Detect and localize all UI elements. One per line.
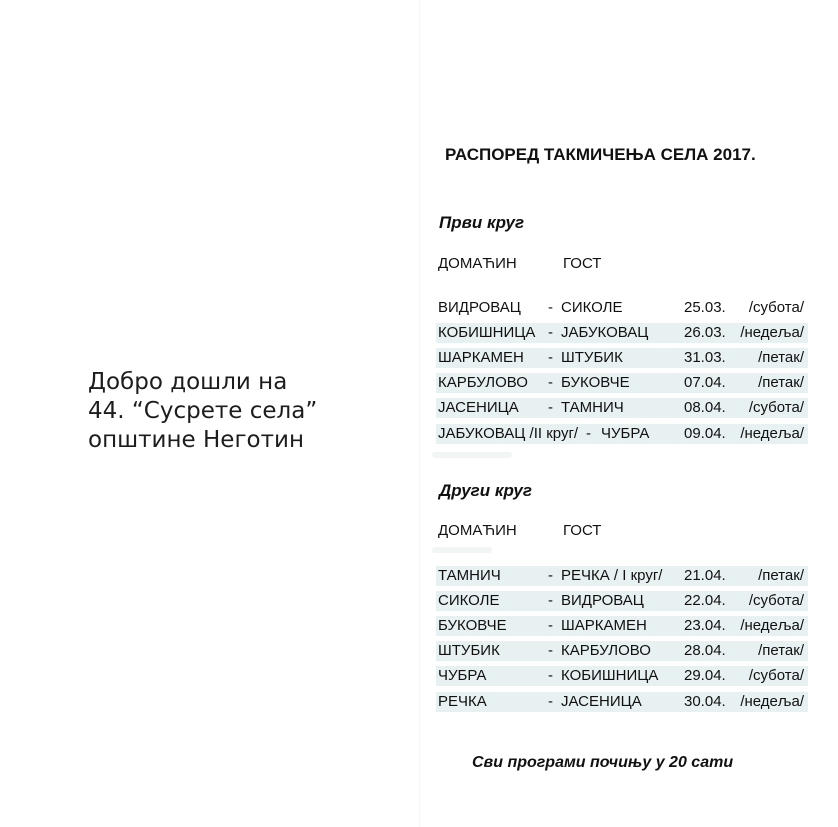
header-home: ДОМАЋИН: [438, 255, 517, 272]
away-team: БУКОВЧЕ: [561, 374, 630, 391]
match-date: 31.03.: [684, 349, 726, 366]
match-date: 21.04.: [684, 567, 726, 584]
match-day: /недеља/: [740, 324, 804, 341]
home-team: ТАМНИЧ: [438, 567, 501, 584]
match-day: /субота/: [748, 592, 804, 609]
match-date: 09.04.: [684, 425, 726, 442]
away-team: ТАМНИЧ: [561, 399, 624, 416]
table-row: [436, 424, 808, 444]
match-day: /недеља/: [740, 693, 804, 710]
dash: -: [548, 399, 553, 416]
dash: -: [548, 299, 553, 316]
home-team: ЈАСЕНИЦА: [438, 399, 519, 416]
header-away: ГОСТ: [563, 255, 602, 272]
welcome-line-3: општине Неготин: [88, 427, 304, 453]
home-team: ЈАБУКОВАЦ /II круг/: [438, 425, 579, 442]
dash: -: [548, 642, 553, 659]
page-fold: [419, 0, 421, 827]
away-team: КАРБУЛОВО: [561, 642, 651, 659]
table-row: [436, 373, 808, 393]
dash: -: [548, 567, 553, 584]
away-team: ШАРКАМЕН: [561, 617, 647, 634]
dash: -: [548, 592, 553, 609]
table-row: [436, 666, 808, 686]
welcome-line-2: 44. “Сусрете села”: [88, 398, 318, 424]
header-away: ГОСТ: [563, 522, 602, 539]
print-smudge: [432, 452, 512, 458]
schedule-title: РАСПОРЕД ТАКМИЧЕЊА СЕЛА 2017.: [445, 145, 756, 164]
dash: -: [548, 667, 553, 684]
away-team: РЕЧКА / I круг/: [561, 567, 663, 584]
match-date: 30.04.: [684, 693, 726, 710]
match-day: /петак/: [758, 374, 804, 391]
table-row: [436, 398, 808, 418]
header-home: ДОМАЋИН: [438, 522, 517, 539]
home-team: КОБИШНИЦА: [438, 324, 536, 341]
home-team: ВИДРОВАЦ: [438, 299, 521, 316]
match-day: /петак/: [758, 349, 804, 366]
match-date: 25.03.: [684, 299, 726, 316]
match-day: /недеља/: [740, 425, 804, 442]
away-team: ВИДРОВАЦ: [561, 592, 644, 609]
match-date: 22.04.: [684, 592, 726, 609]
dash: -: [548, 617, 553, 634]
match-date: 29.04.: [684, 667, 726, 684]
home-team: СИКОЛЕ: [438, 592, 500, 609]
away-team: ШТУБИК: [561, 349, 623, 366]
table-row: [436, 591, 808, 611]
dash: -: [586, 425, 591, 442]
match-day: /петак/: [758, 567, 804, 584]
dash: -: [548, 324, 553, 341]
table-row: [436, 641, 808, 661]
match-date: 23.04.: [684, 617, 726, 634]
dash: -: [548, 374, 553, 391]
table-row: [436, 692, 808, 712]
table-row: [436, 348, 808, 368]
match-date: 28.04.: [684, 642, 726, 659]
match-day: /субота/: [748, 667, 804, 684]
home-team: ЧУБРА: [438, 667, 487, 684]
home-team: КАРБУЛОВО: [438, 374, 528, 391]
round-1-title: Први круг: [439, 213, 525, 232]
match-date: 08.04.: [684, 399, 726, 416]
home-team: БУКОВЧЕ: [438, 617, 507, 634]
match-date: 07.04.: [684, 374, 726, 391]
away-team: ЈАСЕНИЦА: [561, 693, 642, 710]
round-2-title: Други круг: [439, 481, 532, 500]
print-smudge: [432, 547, 492, 553]
table-row: [436, 298, 808, 318]
match-date: 26.03.: [684, 324, 726, 341]
dash: -: [548, 349, 553, 366]
start-time-note: Сви програми почињу у 20 сати: [472, 754, 734, 771]
home-team: ШАРКАМЕН: [438, 349, 524, 366]
away-team: ЧУБРА: [601, 425, 650, 442]
welcome-line-1: Добро дошли на: [88, 369, 288, 395]
match-day: /субота/: [748, 399, 804, 416]
table-row: [436, 566, 808, 586]
away-team: ЈАБУКОВАЦ: [561, 324, 649, 341]
welcome-text: [88, 368, 388, 455]
match-day: /петак/: [758, 642, 804, 659]
dash: -: [548, 693, 553, 710]
match-day: /субота/: [748, 299, 804, 316]
table-row: [436, 323, 808, 343]
away-team: КОБИШНИЦА: [561, 667, 659, 684]
away-team: СИКОЛЕ: [561, 299, 623, 316]
match-day: /недеља/: [740, 617, 804, 634]
table-row: [436, 616, 808, 636]
home-team: ШТУБИК: [438, 642, 500, 659]
home-team: РЕЧКА: [438, 693, 487, 710]
